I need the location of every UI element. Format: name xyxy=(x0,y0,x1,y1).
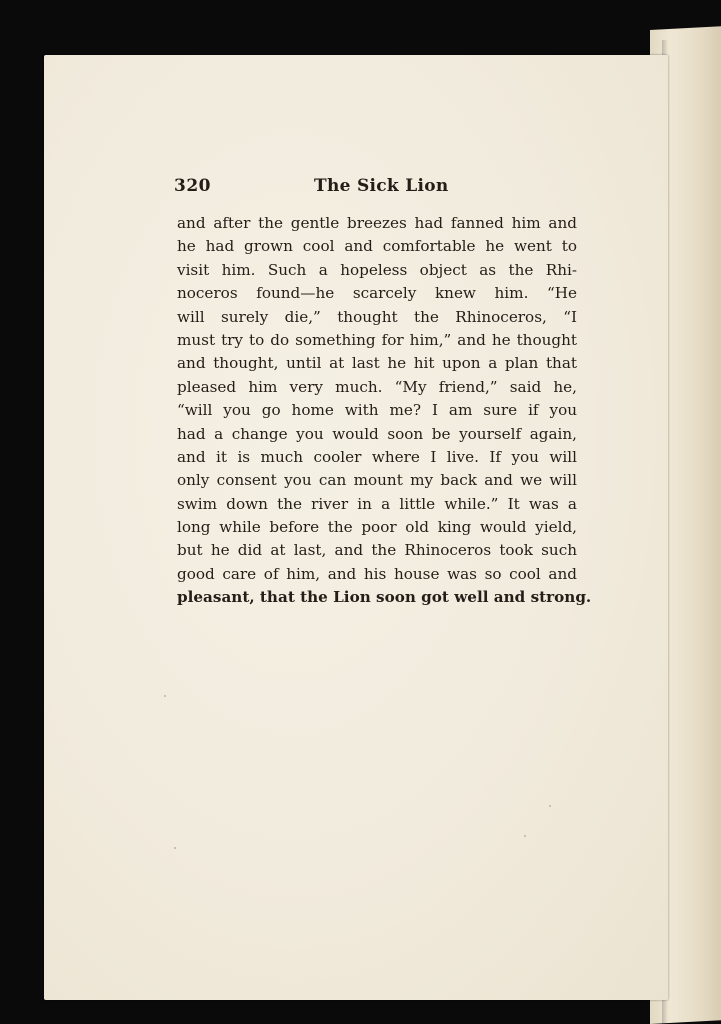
text-line: noceros found—he scarcely knew him. “He xyxy=(177,284,577,303)
text-line: and it is much cooler where I live. If you will xyxy=(177,447,577,466)
running-head: The Sick Lion xyxy=(314,176,449,196)
text-line: had a change you would soon be yourself again, xyxy=(177,424,577,443)
page-number: 320 xyxy=(174,176,211,196)
text-line-final: pleasant, that the Lion soon got well and strong. xyxy=(177,588,592,607)
text-line: swim down the river in a little while.” It was a xyxy=(177,494,577,513)
paper-speck xyxy=(164,695,166,697)
text-line: visit him. Such a hopeless object as the Rhi- xyxy=(177,260,577,279)
paper-speck xyxy=(549,805,551,807)
paper-speck xyxy=(524,835,526,837)
page-header xyxy=(174,176,534,200)
paper-speck xyxy=(174,847,176,849)
text-line: good care of him, and his house was so cool and xyxy=(177,564,577,583)
text-line: and after the gentle breezes had fanned him and xyxy=(177,214,577,232)
text-line: “will you go home with me? I am sure if you xyxy=(177,401,577,420)
text-line: and thought, until at last he hit upon a plan that xyxy=(177,354,577,373)
text-line: long while before the poor old king would yield, xyxy=(177,518,577,537)
text-line: but he did at last, and the Rhinoceros took such xyxy=(177,541,577,560)
text-line: must try to do something for him,” and he thought xyxy=(177,330,577,349)
text-line: pleased him very much. “My friend,” said he, xyxy=(177,377,577,396)
text-line: only consent you can mount my back and we will xyxy=(177,471,577,490)
text-line: will surely die,” thought the Rhinoceros, “I xyxy=(177,307,577,326)
body-paragraph xyxy=(177,212,592,610)
text-line: he had grown cool and comfortable he went to xyxy=(177,237,577,256)
